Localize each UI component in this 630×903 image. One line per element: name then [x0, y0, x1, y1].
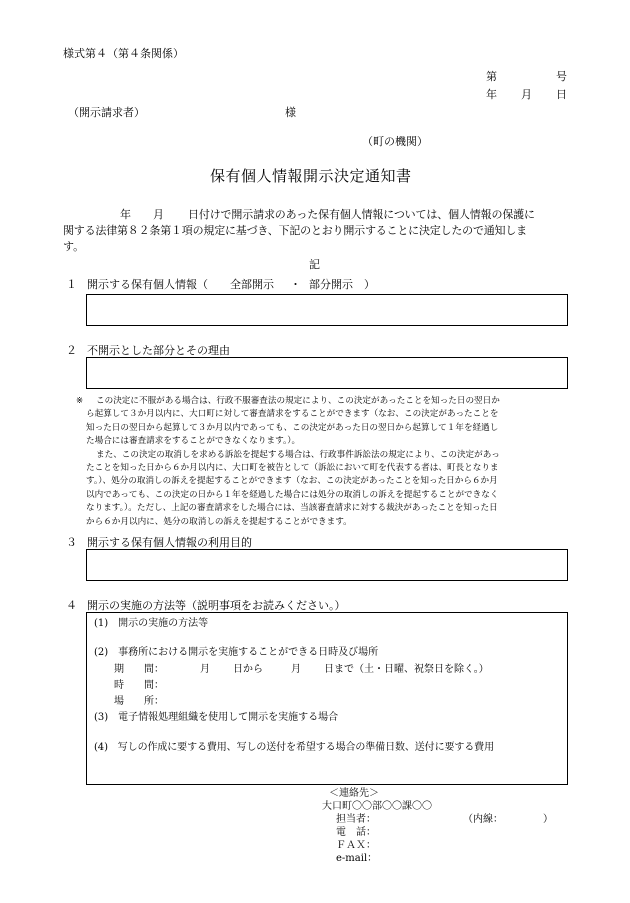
period-month-to: 月	[291, 664, 301, 675]
notice-mark: ※	[76, 396, 84, 406]
section1-number: １	[66, 278, 77, 291]
date-year: 年	[486, 88, 497, 101]
section2-label: 不開示とした部分とその理由	[87, 344, 230, 357]
contact-phone: 電 話：	[336, 827, 376, 838]
section2-number: ２	[66, 344, 77, 357]
notice-line: また、この決定の取消しを求める訴訟を提起する場合は、行政事件訴訟法の規定により、この決定があっ	[96, 449, 500, 460]
period-from: 日から	[233, 664, 263, 675]
notice-line: たことを知った日から６か月以内に、大口町を被告として（訴訟において町を代表する者は、町長となりま	[86, 463, 499, 473]
time-label: 時 間：	[114, 680, 164, 691]
contact-email: e-mail：	[336, 853, 378, 864]
document-title: 保有個人情報開示決定通知書	[210, 167, 412, 185]
date-month: 月	[521, 88, 532, 101]
contact-heading: ＜連絡先＞	[329, 788, 379, 799]
section4-item1: (1) 開示の実施の方法等	[94, 618, 209, 629]
period-to: 日まで（土・日曜、祝祭日を除く。）	[324, 664, 489, 675]
place-label: 場 所：	[114, 696, 164, 707]
issuer-label: （町の機関）	[362, 135, 428, 148]
section4-item3: (3) 電子情報処理組織を使用して開示を実施する場合	[94, 712, 339, 723]
intro-line3: す。	[63, 240, 85, 253]
intro-year: 年	[120, 208, 131, 221]
contact-person: 担当者：	[336, 814, 376, 825]
honorific: 様	[285, 106, 296, 119]
form-number: 様式第４（第４条関係）	[63, 47, 184, 60]
section1-close: ）	[364, 278, 375, 291]
notice-line: この決定に不服がある場合は、行政不服審査法の規定により、この決定があったことを知った日の翌日か	[96, 396, 500, 406]
section1-option-full: 全部開示	[230, 278, 274, 291]
notice-line: 知った日の翌日から起算して３か月以内であっても、この決定があった日の翌日から起算して１年を経過し	[86, 422, 499, 433]
intro-line1: 日付けで開示請求のあった保有個人情報については、個人情報の保護に	[188, 208, 535, 221]
section4-item2: (2) 事務所における開示を実施することができる日時及び場所	[94, 647, 379, 658]
recipient-label: （開示請求者）	[68, 106, 145, 119]
notice-line: す。）、処分の取消しの訴えを提起することができます（なお、この決定があったことを知った日から６か月	[86, 476, 498, 487]
period-month-from: 月	[200, 664, 210, 675]
ki-label: 記	[309, 258, 320, 271]
intro-month: 月	[153, 208, 164, 221]
section2-box	[86, 357, 568, 389]
contact-department: 大口町〇〇部〇〇課〇〇	[322, 801, 432, 812]
section4-number: ４	[66, 599, 77, 612]
notice-line: ら起算して３か月以内に、大口町に対して審査請求をすることができます（なお、この決定があったことを	[86, 409, 499, 420]
contact-extension: （内線：	[463, 814, 503, 825]
section3-label: 開示する保有個人情報の利用目的	[87, 536, 252, 549]
section1-box	[86, 294, 568, 326]
section4-item4: (4) 写しの作成に要する費用、写しの送付を希望する場合の準備日数、送付に要する費用	[94, 742, 494, 753]
section1-label: 開示する保有個人情報（	[87, 278, 208, 291]
intro-line2: 関する法律第８２条第１項の規定に基づき、下記のとおり開示することに決定したので通知しま	[63, 224, 527, 237]
notice-line: から６か月以内に、処分の取消しの訴えを提起することができます。	[86, 516, 352, 527]
date-day: 日	[556, 88, 567, 101]
period-label: 期 間：	[114, 664, 164, 675]
contact-fax: ＦＡＸ：	[336, 840, 376, 851]
section4-label: 開示の実施の方法等（説明事項をお読みください。）	[87, 599, 346, 612]
section1-separator: ・	[290, 278, 301, 291]
notice-line: 以内であっても、この決定の日から１年を経過した場合には処分の取消しの訴えを提起することができなく	[86, 489, 499, 500]
notice-line: なります。）。ただし、上記の審査請求をした場合には、当該審査請求に対する裁決があったことを知った日	[86, 503, 498, 514]
doc-number-suffix: 号	[556, 70, 567, 83]
section1-option-partial: 部分開示	[309, 278, 353, 291]
contact-extension-close: ）	[543, 814, 553, 825]
notice-line: た場合には審査請求をすることができなくなります。）。	[86, 436, 301, 447]
doc-number-prefix: 第	[486, 70, 497, 83]
section3-box	[86, 549, 568, 581]
section3-number: ３	[66, 536, 77, 549]
